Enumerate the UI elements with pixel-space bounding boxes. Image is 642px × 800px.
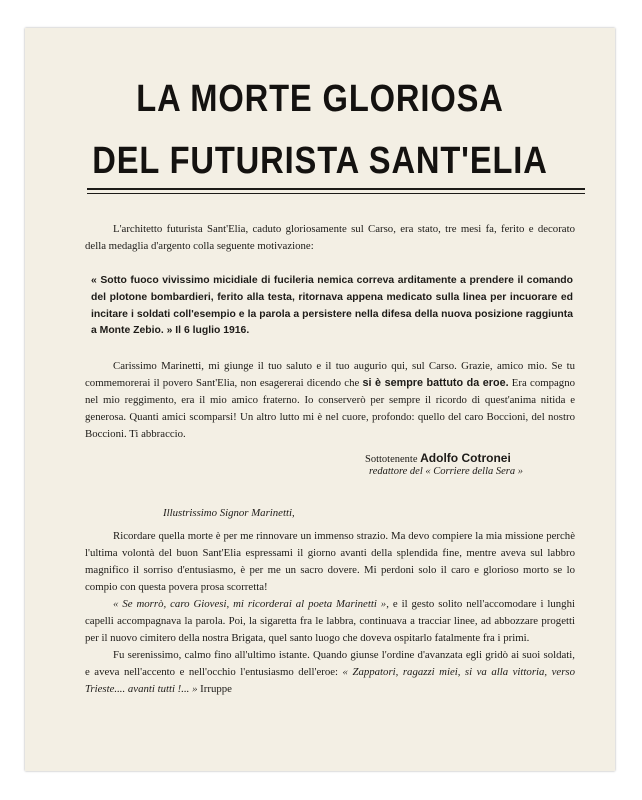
giovesi-paragraph-2 bbox=[85, 596, 575, 647]
title-line-2: DEL FUTURISTA SANT'ELIA bbox=[92, 140, 548, 182]
intro-paragraph bbox=[85, 221, 575, 255]
motivation-text: « Sotto fuoco vivissimo micidiale di fucileria nemica correva arditamente a prendere il comando del plotone bombardieri, ferito alla testa, ritornava appena medicato sulla linea per incuorare ed incitare i soldati coll'esempio e la parola a persistere nella difesa della nuova posizione raggiunta a Monte Zebio. » Il 6 luglio 1916. bbox=[91, 275, 573, 337]
giovesi-paragraph-2-rest: , e il gesto solito nell'accomodare i lunghi capelli accompagnava la parola. Poi, la sigaretta fra le labbra, continuava a tracciar linee, ad abbozzare progetti per il nuovo cimitero della nostra Brigata, quel santo luogo che doveva ospitarlo fatalmente fra i primi. bbox=[85, 598, 575, 644]
sant-elia-quote: « Se morrò, caro Giovesi, mi ricorderai al poeta Marinetti » bbox=[113, 598, 387, 610]
signature-name: Adolfo Cotronei bbox=[420, 451, 511, 465]
giovesi-paragraph-1: Ricordare quella morte è per me rinnovare un immenso strazio. Ma devo compiere la mia missione perchè l'ultima volontà del buon Sant'Elia espressami il giorno avanti della splendida fine, mentre aveva sul labbro magnifico il sorriso d'entusiasmo, è per me un sacro dovere. Mi perdoni solo il caro e glorioso morto se lo compio con questa povera prosa scorretta! bbox=[85, 530, 575, 593]
letter-text-before: Carissimo Marinetti, mi giunge il tuo saluto e il tuo augurio qui, sul Carso. Grazie, amico mio. Se tu commemorerai il povero Sant'Elia, non esagererai dicendo che bbox=[85, 360, 575, 389]
signature-block bbox=[365, 451, 565, 477]
title-rule-thick bbox=[87, 188, 585, 190]
signature-rank: Sottotenente bbox=[365, 454, 418, 465]
document-page bbox=[25, 28, 615, 771]
title-rule-thin bbox=[87, 193, 585, 194]
cotronei-letter bbox=[85, 358, 575, 443]
signature-role: redattore del « Corriere della Sera » bbox=[369, 466, 523, 477]
signature-line bbox=[365, 451, 565, 465]
intro-text: L'architetto futurista Sant'Elia, caduto gloriosamente sul Carso, era stato, tre mesi fa, ferito e decorato della medaglia d'argento colla seguente motivazione: bbox=[85, 223, 575, 252]
giovesi-letter bbox=[85, 528, 575, 698]
letter-salutation: Illustrissimo Signor Marinetti, bbox=[163, 507, 295, 519]
cotronei-letter-text bbox=[85, 358, 575, 443]
letter-text-bold: si è sempre battuto da eroe. bbox=[362, 377, 509, 389]
battle-cry-quote: « Zappatori, ragazzi miei, si va alla vittoria, verso Trieste.... avanti tutti !... » bbox=[85, 666, 576, 695]
motivation-paragraph bbox=[91, 273, 573, 340]
giovesi-paragraph-3-text: Fu serenissimo, calmo fino all'ultimo istante. Quando giunse l'ordine d'avanzata egli gridò ai suoi soldati, e aveva nell'accento e nell'occhio l'entusiasmo dell'eroe: bbox=[85, 649, 575, 678]
giovesi-paragraph-3 bbox=[85, 647, 575, 698]
giovesi-paragraph-3-end: Irruppe bbox=[200, 683, 232, 695]
letter-text-after: Era compagno nel mio reggimento, era il mio amico fraterno. Io conserverò per sempre il ricordo di quest'anima nitida e generosa. Quanti amici scomparsi! Un altro lutto mi è nel cuore, profondo: quello del caro Boccioni, del nostro Boccioni. Ti abbraccio. bbox=[85, 377, 575, 440]
title-line-1: LA MORTE GLORIOSA bbox=[136, 78, 504, 120]
